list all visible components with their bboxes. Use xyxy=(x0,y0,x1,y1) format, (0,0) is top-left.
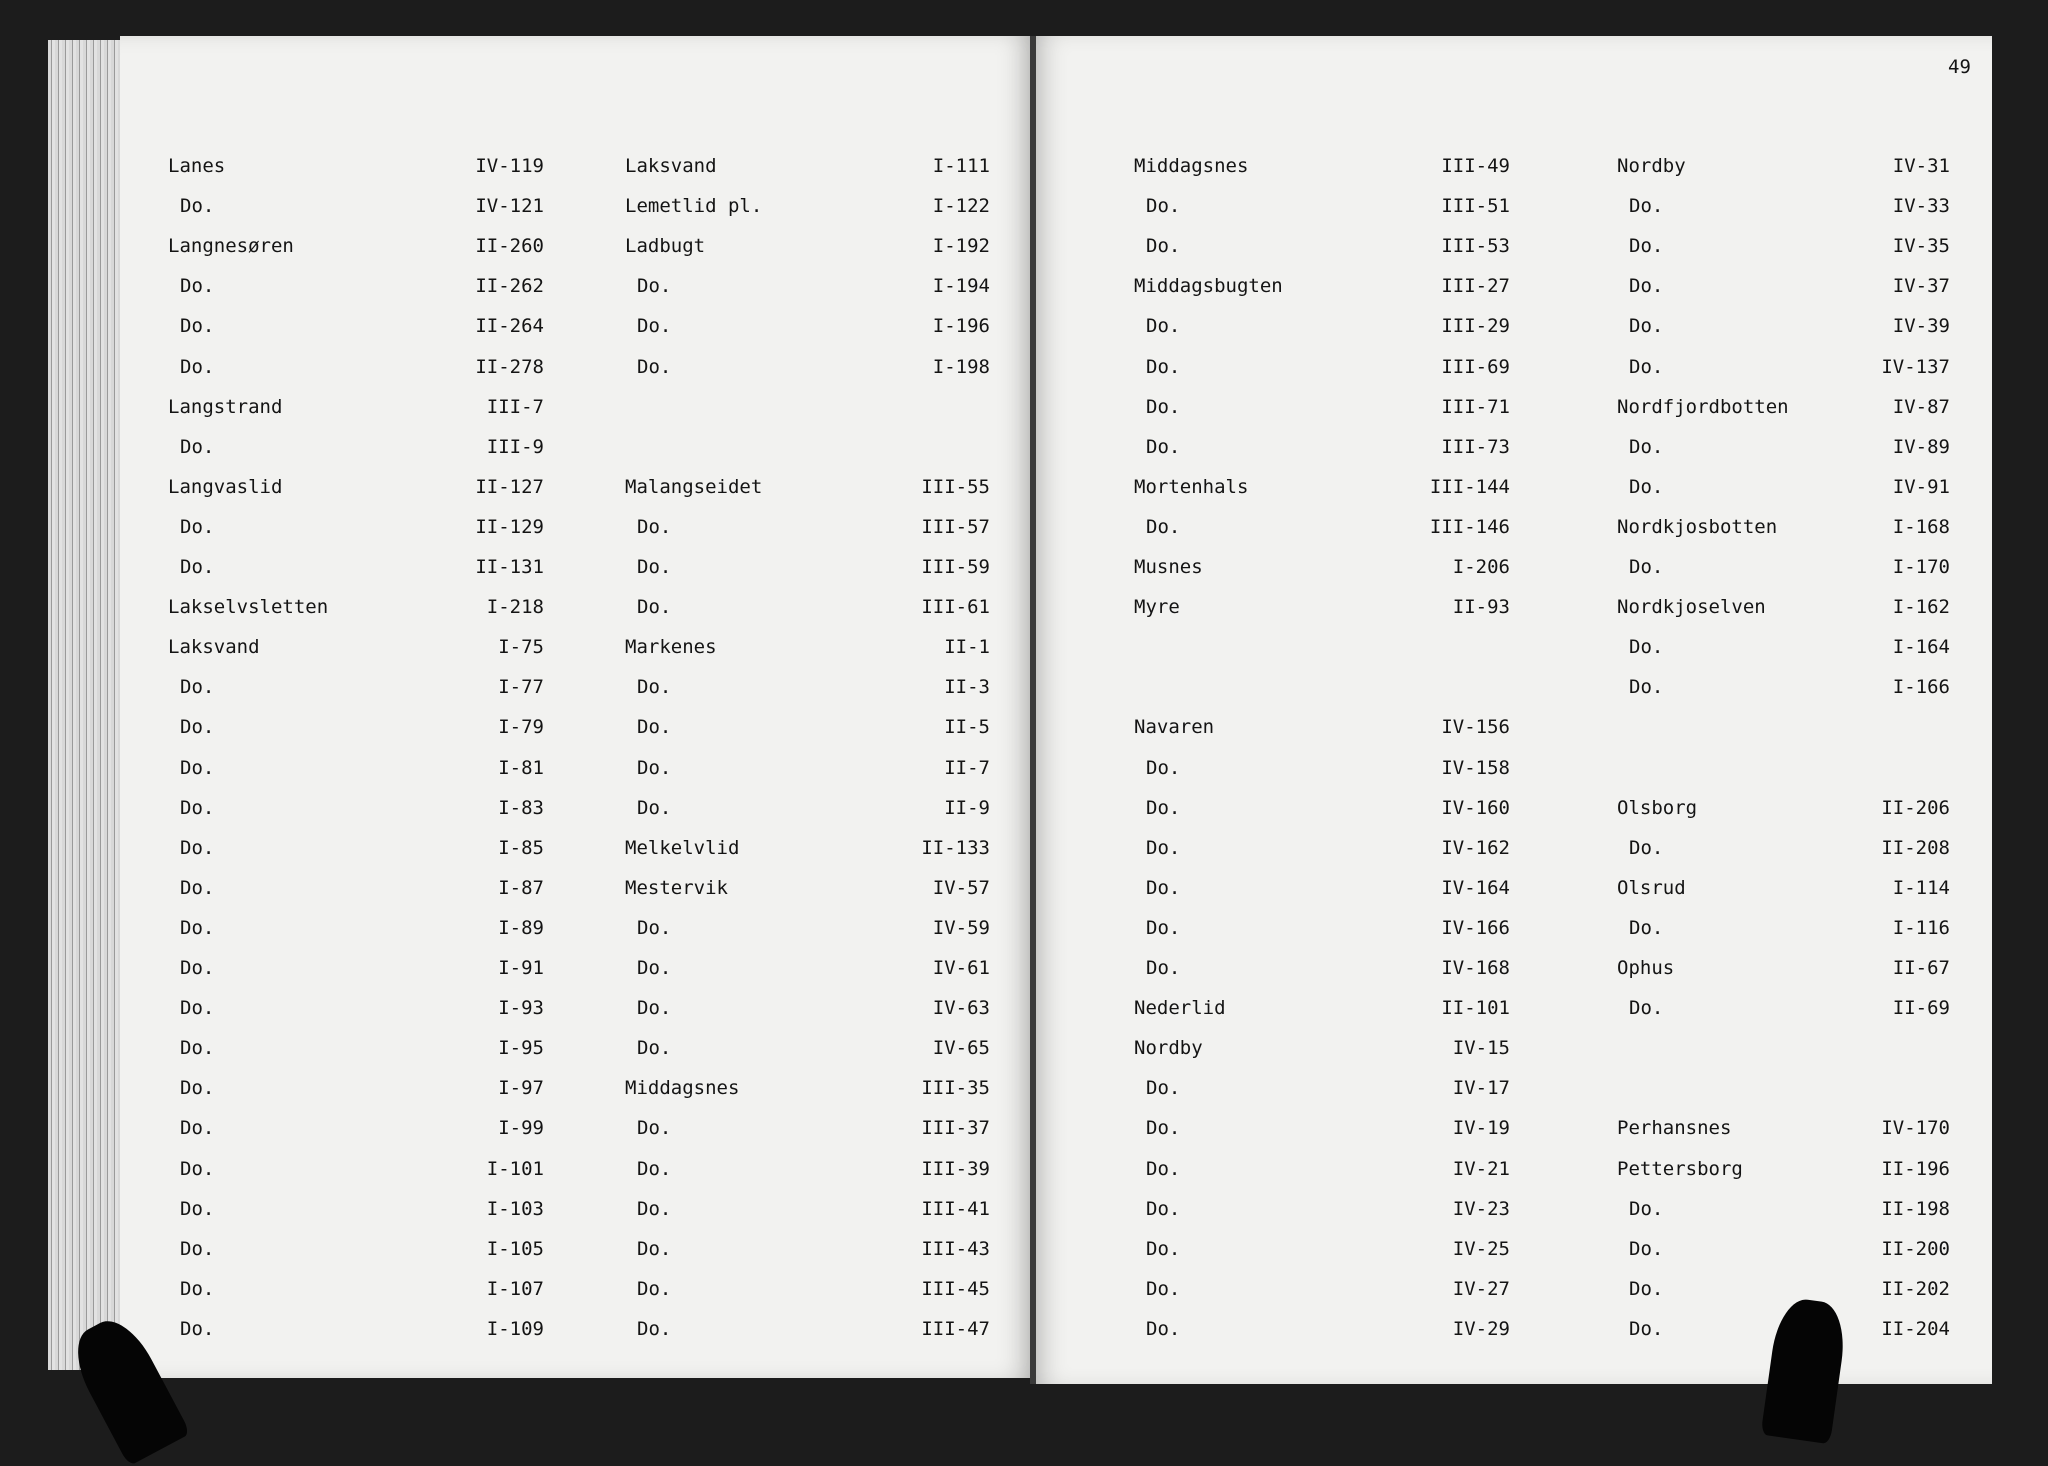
place-name: Laksvand xyxy=(168,636,260,659)
volume-reference: IV-119 xyxy=(475,155,544,177)
volume-reference: II-206 xyxy=(1881,796,1950,819)
volume-reference: I-93 xyxy=(498,997,544,1020)
volume-reference: I-103 xyxy=(486,1197,544,1220)
volume-reference: IV-33 xyxy=(1892,195,1950,218)
place-name: Do. xyxy=(1146,395,1181,418)
place-name: Langstrand xyxy=(168,395,283,418)
place-name: Do. xyxy=(1629,315,1664,338)
volume-reference: I-114 xyxy=(1892,876,1950,899)
volume-reference: III-39 xyxy=(921,1157,990,1180)
place-name: Do. xyxy=(1146,756,1181,779)
volume-reference: III-73 xyxy=(1441,435,1510,458)
volume-reference: I-89 xyxy=(498,916,544,939)
place-name: Do. xyxy=(1146,315,1181,338)
place-name: Do. xyxy=(1629,997,1664,1020)
volume-reference: II-9 xyxy=(944,796,990,819)
place-name: Do. xyxy=(1629,1277,1664,1300)
place-name: Do. xyxy=(180,876,215,899)
volume-reference: I-107 xyxy=(486,1277,544,1300)
volume-reference: IV-166 xyxy=(1441,916,1510,939)
volume-reference: III-51 xyxy=(1441,195,1510,218)
volume-reference: IV-23 xyxy=(1452,1197,1510,1220)
volume-reference: IV-158 xyxy=(1441,756,1510,779)
volume-reference: III-49 xyxy=(1441,155,1510,177)
place-name: Do. xyxy=(637,515,672,538)
volume-reference: I-85 xyxy=(498,836,544,859)
place-name: Nederlid xyxy=(1134,997,1226,1020)
volume-reference: I-97 xyxy=(498,1077,544,1100)
place-name: Musnes xyxy=(1134,556,1203,578)
place-name: Do. xyxy=(637,997,672,1020)
place-name: Do. xyxy=(1146,1277,1181,1300)
place-name: Do. xyxy=(1629,435,1664,458)
place-name: Do. xyxy=(1629,636,1664,659)
volume-reference: I-196 xyxy=(932,315,990,338)
volume-reference: IV-160 xyxy=(1441,796,1510,819)
place-name: Do. xyxy=(180,1077,215,1100)
volume-reference: IV-170 xyxy=(1881,1117,1950,1140)
place-name: Do. xyxy=(637,1117,672,1140)
place-name: Do. xyxy=(180,676,215,699)
volume-reference: III-53 xyxy=(1441,235,1510,258)
place-name: Do. xyxy=(637,756,672,779)
volume-reference: I-198 xyxy=(932,355,990,378)
place-name: Melkelvlid xyxy=(625,836,740,859)
place-name: Langvaslid xyxy=(168,475,283,498)
place-name: Ophus xyxy=(1617,957,1675,979)
place-name: Middagsnes xyxy=(1134,155,1249,177)
place-name: Do. xyxy=(1146,195,1181,218)
volume-reference: II-129 xyxy=(475,515,544,538)
volume-reference: III-59 xyxy=(921,556,990,578)
volume-reference: III-69 xyxy=(1441,355,1510,378)
volume-reference: I-164 xyxy=(1892,636,1950,659)
volume-reference: I-83 xyxy=(498,796,544,819)
volume-reference: II-260 xyxy=(475,235,544,258)
place-name: Markenes xyxy=(625,636,717,659)
place-name: Do. xyxy=(180,315,215,338)
place-name: Do. xyxy=(637,1157,672,1180)
volume-reference: III-7 xyxy=(486,395,544,418)
volume-reference: II-262 xyxy=(475,275,544,298)
place-name: Do. xyxy=(637,275,672,298)
place-name: Do. xyxy=(1146,1197,1181,1220)
place-name: Do. xyxy=(1146,515,1181,538)
volume-reference: IV-17 xyxy=(1452,1077,1510,1100)
place-name: Myre xyxy=(1134,596,1180,619)
place-name: Do. xyxy=(180,1157,215,1180)
place-name: Malangseidet xyxy=(625,475,763,498)
volume-reference: II-198 xyxy=(1881,1197,1950,1220)
volume-reference: II-208 xyxy=(1881,836,1950,859)
volume-reference: III-57 xyxy=(921,515,990,538)
place-name: Lanes xyxy=(168,155,226,177)
place-name: Do. xyxy=(180,515,215,538)
place-name: Nordby xyxy=(1617,155,1686,177)
volume-reference: III-27 xyxy=(1441,275,1510,298)
volume-reference: IV-89 xyxy=(1892,435,1950,458)
volume-reference: II-67 xyxy=(1892,957,1950,979)
volume-reference: II-264 xyxy=(475,315,544,338)
volume-reference: III-45 xyxy=(921,1277,990,1300)
place-name: Nordby xyxy=(1134,1037,1203,1060)
place-name: Do. xyxy=(637,556,672,578)
place-name: Do. xyxy=(1146,1237,1181,1260)
volume-reference: III-61 xyxy=(921,596,990,619)
volume-reference: III-35 xyxy=(921,1077,990,1100)
place-name: Do. xyxy=(180,1317,215,1340)
volume-reference: III-144 xyxy=(1429,475,1510,498)
place-name: Do. xyxy=(180,1277,215,1300)
volume-reference: IV-31 xyxy=(1892,155,1950,177)
volume-reference: II-93 xyxy=(1452,596,1510,619)
volume-reference: IV-57 xyxy=(932,876,990,899)
volume-reference: III-146 xyxy=(1429,515,1510,538)
place-name: Do. xyxy=(1629,916,1664,939)
volume-reference: I-168 xyxy=(1892,515,1950,538)
volume-reference: IV-121 xyxy=(475,195,544,218)
place-name: Do. xyxy=(1629,475,1664,498)
place-name: Do. xyxy=(1146,916,1181,939)
place-name: Do. xyxy=(180,556,215,578)
place-name: Do. xyxy=(637,916,672,939)
place-name: Do. xyxy=(637,1237,672,1260)
place-name: Do. xyxy=(637,796,672,819)
place-name: Do. xyxy=(1629,195,1664,218)
place-name: Do. xyxy=(1629,235,1664,258)
volume-reference: II-1 xyxy=(944,636,990,659)
place-name: Do. xyxy=(1146,355,1181,378)
volume-reference: II-133 xyxy=(921,836,990,859)
volume-reference: II-131 xyxy=(475,556,544,578)
place-name: Do. xyxy=(180,1237,215,1260)
volume-reference: IV-156 xyxy=(1441,716,1510,739)
place-name: Pettersborg xyxy=(1617,1157,1743,1180)
place-name: Do. xyxy=(637,957,672,979)
place-name: Do. xyxy=(1629,275,1664,298)
place-name: Ladbugt xyxy=(625,235,706,258)
place-name: Do. xyxy=(1146,1077,1181,1100)
place-name: Perhansnes xyxy=(1617,1117,1732,1140)
volume-reference: I-206 xyxy=(1452,556,1510,578)
place-name: Do. xyxy=(1146,1317,1181,1340)
volume-reference: III-29 xyxy=(1441,315,1510,338)
volume-reference: I-192 xyxy=(932,235,990,258)
volume-reference: I-91 xyxy=(498,957,544,979)
place-name: Do. xyxy=(637,1197,672,1220)
place-name: Langnesøren xyxy=(168,235,294,258)
volume-reference: IV-35 xyxy=(1892,235,1950,258)
volume-reference: IV-87 xyxy=(1892,395,1950,418)
volume-reference: II-202 xyxy=(1881,1277,1950,1300)
volume-reference: IV-65 xyxy=(932,1037,990,1060)
volume-reference: III-55 xyxy=(921,475,990,498)
volume-reference: I-95 xyxy=(498,1037,544,1060)
place-name: Do. xyxy=(180,796,215,819)
place-name: Do. xyxy=(180,716,215,739)
place-name: Do. xyxy=(1146,796,1181,819)
place-name: Mortenhals xyxy=(1134,475,1249,498)
place-name: Do. xyxy=(180,916,215,939)
place-name: Do. xyxy=(1629,556,1664,578)
place-name: Do. xyxy=(180,756,215,779)
place-name: Nordkjoselven xyxy=(1617,596,1766,619)
place-name: Laksvand xyxy=(625,155,717,177)
volume-reference: IV-61 xyxy=(932,957,990,979)
place-name: Do. xyxy=(180,957,215,979)
volume-reference: III-37 xyxy=(921,1117,990,1140)
book-gutter xyxy=(1030,36,1036,1384)
volume-reference: I-170 xyxy=(1892,556,1950,578)
volume-reference: I-116 xyxy=(1892,916,1950,939)
volume-reference: IV-27 xyxy=(1452,1277,1510,1300)
place-name: Do. xyxy=(1629,1317,1664,1340)
volume-reference: II-69 xyxy=(1892,997,1950,1020)
volume-reference: III-71 xyxy=(1441,395,1510,418)
place-name: Do. xyxy=(180,1197,215,1220)
place-name: Do. xyxy=(180,195,215,218)
page-number: 49 xyxy=(1948,56,1971,78)
volume-reference: IV-91 xyxy=(1892,475,1950,498)
volume-reference: IV-37 xyxy=(1892,275,1950,298)
volume-reference: III-9 xyxy=(486,435,544,458)
volume-reference: III-47 xyxy=(921,1317,990,1340)
place-name: Do. xyxy=(637,1317,672,1340)
volume-reference: II-5 xyxy=(944,716,990,739)
place-name: Do. xyxy=(637,596,672,619)
place-name: Do. xyxy=(180,355,215,378)
volume-reference: I-109 xyxy=(486,1317,544,1340)
volume-reference: II-204 xyxy=(1881,1317,1950,1340)
place-name: Lemetlid pl. xyxy=(625,195,763,218)
place-name: Mestervik xyxy=(625,876,728,899)
volume-reference: II-7 xyxy=(944,756,990,779)
place-name: Do. xyxy=(1629,836,1664,859)
place-name: Nordkjosbotten xyxy=(1617,515,1778,538)
place-name: Do. xyxy=(1146,235,1181,258)
volume-reference: III-41 xyxy=(921,1197,990,1220)
volume-reference: II-3 xyxy=(944,676,990,699)
volume-reference: I-218 xyxy=(486,596,544,619)
place-name: Middagsbugten xyxy=(1134,275,1283,298)
place-name: Middagsnes xyxy=(625,1077,740,1100)
volume-reference: IV-59 xyxy=(932,916,990,939)
volume-reference: I-101 xyxy=(486,1157,544,1180)
volume-reference: IV-162 xyxy=(1441,836,1510,859)
place-name: Navaren xyxy=(1134,716,1215,739)
volume-reference: IV-19 xyxy=(1452,1117,1510,1140)
volume-reference: I-162 xyxy=(1892,596,1950,619)
volume-reference: IV-15 xyxy=(1452,1037,1510,1060)
place-name: Nordfjordbotten xyxy=(1617,395,1789,418)
place-name: Olsborg xyxy=(1617,796,1698,819)
place-name: Do. xyxy=(637,315,672,338)
place-name: Do. xyxy=(1146,1117,1181,1140)
volume-reference: I-81 xyxy=(498,756,544,779)
place-name: Do. xyxy=(1146,876,1181,899)
volume-reference: I-166 xyxy=(1892,676,1950,699)
volume-reference: I-99 xyxy=(498,1117,544,1140)
place-name: Do. xyxy=(1146,957,1181,979)
place-name: Do. xyxy=(180,275,215,298)
place-name: Do. xyxy=(180,435,215,458)
place-name: Do. xyxy=(1146,1157,1181,1180)
volume-reference: II-127 xyxy=(475,475,544,498)
volume-reference: II-200 xyxy=(1881,1237,1950,1260)
volume-reference: I-122 xyxy=(932,195,990,218)
place-name: Do. xyxy=(180,997,215,1020)
volume-reference: IV-39 xyxy=(1892,315,1950,338)
place-name: Do. xyxy=(180,1117,215,1140)
volume-reference: IV-25 xyxy=(1452,1237,1510,1260)
volume-reference: I-105 xyxy=(486,1237,544,1260)
volume-reference: II-101 xyxy=(1441,997,1510,1020)
volume-reference: II-278 xyxy=(475,355,544,378)
place-name: Do. xyxy=(1146,435,1181,458)
volume-reference: IV-164 xyxy=(1441,876,1510,899)
place-name: Do. xyxy=(1629,1237,1664,1260)
place-name: Do. xyxy=(637,1037,672,1060)
volume-reference: I-87 xyxy=(498,876,544,899)
volume-reference: I-75 xyxy=(498,636,544,659)
place-name: Do. xyxy=(180,836,215,859)
volume-reference: IV-168 xyxy=(1441,957,1510,979)
volume-reference: II-196 xyxy=(1881,1157,1950,1180)
page-edges xyxy=(48,40,128,1370)
volume-reference: I-111 xyxy=(932,155,990,177)
volume-reference: IV-21 xyxy=(1452,1157,1510,1180)
place-name: Do. xyxy=(1629,355,1664,378)
place-name: Do. xyxy=(180,1037,215,1060)
volume-reference: I-194 xyxy=(932,275,990,298)
volume-reference: IV-29 xyxy=(1452,1317,1510,1340)
volume-reference: I-79 xyxy=(498,716,544,739)
place-name: Do. xyxy=(1146,836,1181,859)
place-name: Do. xyxy=(637,1277,672,1300)
place-name: Olsrud xyxy=(1617,876,1686,899)
place-name: Do. xyxy=(637,676,672,699)
volume-reference: III-43 xyxy=(921,1237,990,1260)
volume-reference: IV-137 xyxy=(1881,355,1950,378)
place-name: Do. xyxy=(637,716,672,739)
place-name: Do. xyxy=(1629,1197,1664,1220)
volume-reference: IV-63 xyxy=(932,997,990,1020)
place-name: Do. xyxy=(1629,676,1664,699)
volume-reference: I-77 xyxy=(498,676,544,699)
place-name: Do. xyxy=(637,355,672,378)
place-name: Lakselvsletten xyxy=(168,596,329,619)
